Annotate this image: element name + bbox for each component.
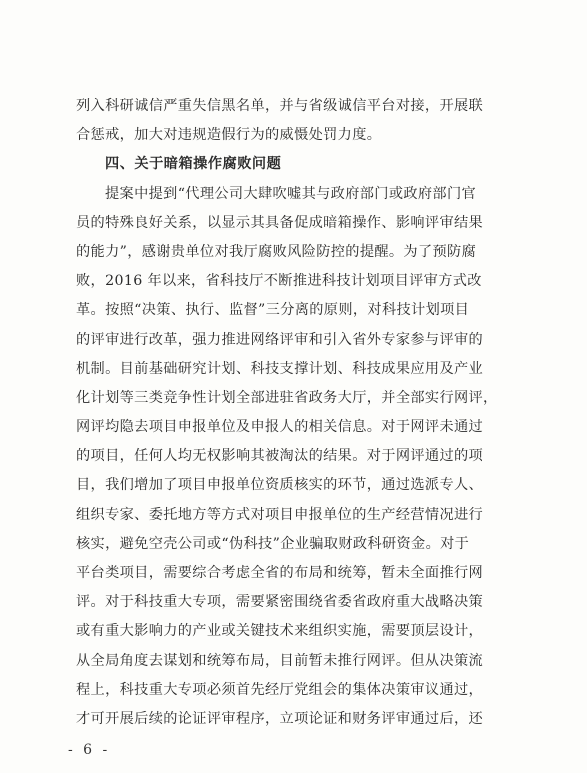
text-line: 或有重大影响力的产业或关键技术来组织实施，需要顶层设计， — [76, 623, 484, 640]
text-line: 机制。目前基础研究计划、科技支撑计划、科技成果应用及产业 — [76, 360, 484, 377]
text-line: 败，2016 年以来，省科技厅不断推进科技计划项目评审方式改 — [76, 273, 482, 290]
text-line: 评。对于科技重大专项，需要紧密围绕省委省政府重大战略决策 — [76, 594, 484, 611]
text-line: 程上，科技重大专项必须首先经厅党组会的集体决策审议通过， — [76, 681, 484, 698]
text-line: 革。按照“决策、执行、监督”三分离的原则，对科技计划项目 — [76, 302, 470, 319]
text-line: 网评均隐去项目申报单位及申报人的相关信息。对于网评未通过 — [76, 419, 484, 436]
text-line: 合惩戒，加大对违规造假行为的威慑处罚力度。 — [76, 127, 382, 144]
page-number: - 6 - — [68, 742, 111, 758]
text-line: 的能力”，感谢贵单位对我厅腐败风险防控的提醒。为了预防腐 — [76, 243, 477, 260]
text-line: 从全局角度去谋划和统筹布局，目前暂未推行网评。但从决策流 — [76, 652, 484, 669]
text-line: 平台类项目，需要综合考虑全省的布局和统筹，暂未全面推行网 — [76, 565, 484, 581]
text-line: 核实，避免空壳公司或“伪科技”企业骗取财政科研资金。对于 — [76, 535, 470, 552]
text-line: 化计划等三类竞争性计划全部进驻省政务大厅，并全部实行网评， — [76, 389, 498, 406]
text-line: 提案中提到“代理公司大肆吹嘘其与政府部门或政府部门官 — [105, 185, 477, 202]
text-line: 目，我们增加了项目申报单位资质核实的环节，通过选派专人、 — [76, 477, 484, 494]
section-heading: 四、关于暗箱操作腐败问题 — [105, 156, 282, 173]
text-line: 的项目，任何人均无权影响其被淘汰的结果。对于网评通过的项 — [76, 448, 484, 465]
text-line: 员的特殊良好关系，以显示其具备促成暗箱操作、影响评审结果 — [76, 214, 484, 231]
text-line: 才可开展后续的论证评审程序，立项论证和财务评审通过后，还 — [76, 710, 484, 727]
document-body — [76, 92, 512, 734]
text-line: 组织专家、委托地方等方式对项目申报单位的生产经营情况进行 — [76, 506, 484, 523]
text-line: 的评审进行改革，强力推进网络评审和引入省外专家参与评审的 — [76, 331, 484, 348]
text-line: 列入科研诚信严重失信黑名单，并与省级诚信平台对接，开展联 — [76, 98, 484, 114]
